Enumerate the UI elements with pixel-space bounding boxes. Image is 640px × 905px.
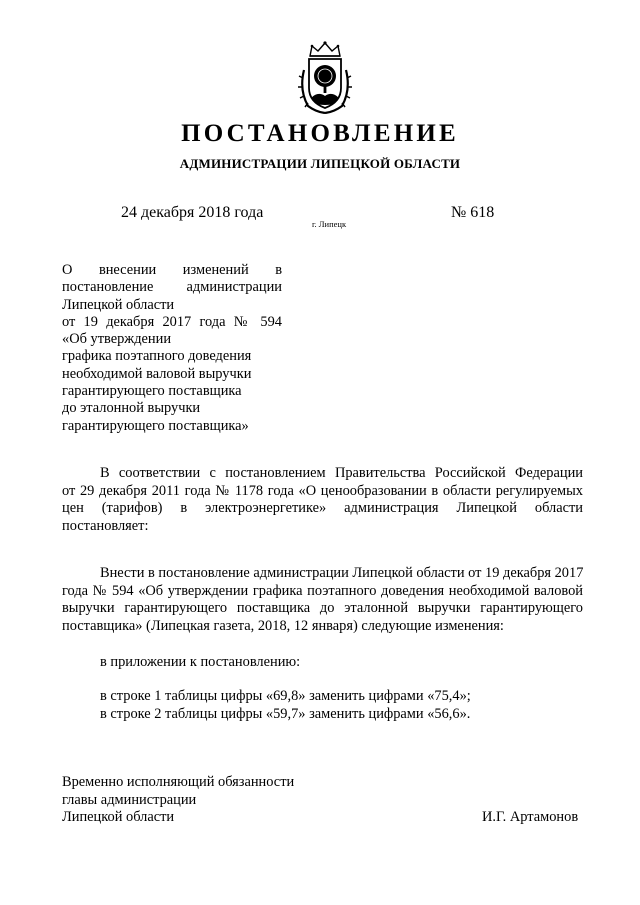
paragraph-resolution <box>62 565 583 635</box>
signatory-line: главы администрации <box>62 791 197 808</box>
document-title: ПОСТАНОВЛЕНИЕ <box>181 120 459 147</box>
signatory-position <box>62 774 294 827</box>
heading-line: необходимой валовой выручки <box>62 365 252 382</box>
paragraph-line: от 29 декабря 2011 года № 1178 года «О ценообразовании в области регулируемых <box>62 482 583 499</box>
paragraph-line: выручки гарантирующего поставщика до эталонной выручки гарантирующего <box>62 600 583 616</box>
paragraph-changes <box>62 688 583 723</box>
document-city: г. Липецк <box>312 219 347 229</box>
signatory-name: И.Г. Артамонов <box>482 809 579 825</box>
signatory-line: Временно исполняющий обязанности <box>62 774 295 790</box>
coat-of-arms-icon <box>298 40 352 114</box>
paragraph-line: цен (тарифов) в электроэнергетике» администрация Липецкой области <box>62 500 583 516</box>
heading-line: постановление администрации <box>62 279 282 296</box>
heading-line: до эталонной выручки <box>62 400 201 417</box>
paragraph-line: постановляет: <box>62 517 149 534</box>
heading-line: гарантирующего поставщика <box>62 383 242 400</box>
change-line: в строке 1 таблицы цифры «69,8» заменить цифрами «75,4»; <box>100 688 471 704</box>
paragraph-appendix <box>62 654 583 672</box>
document-heading <box>62 262 282 435</box>
signatory-line: Липецкой области <box>62 809 175 825</box>
heading-line: гарантирующего поставщика» <box>62 417 249 434</box>
paragraph-line: Внести в постановление администрации Липецкой области от 19 декабря 2017 <box>100 565 584 581</box>
change-line: в строке 2 таблицы цифры «59,7» заменить цифрами «56,6». <box>100 705 471 722</box>
document-subtitle: АДМИНИСТРАЦИИ ЛИПЕЦКОЙ ОБЛАСТИ <box>179 156 461 171</box>
paragraph-line: В соответствии с постановлением Правительства Российской Федерации <box>100 465 583 481</box>
heading-line: О внесении изменений в <box>62 262 282 278</box>
paragraph-line: в приложении к постановлению: <box>100 654 301 670</box>
paragraph-preamble <box>62 465 583 535</box>
document-number: № 618 <box>451 204 495 221</box>
heading-line: Липецкой области <box>62 296 175 313</box>
paragraph-line: года № 594 «Об утверждении графика поэтапного доведения необходимой валовой <box>62 582 583 599</box>
document-date: 24 декабря 2018 года <box>121 204 264 221</box>
paragraph-line: поставщика» (Липецкая газета, 2018, 12 января) следующие изменения: <box>62 617 504 634</box>
heading-line: графика поэтапного доведения <box>62 348 252 365</box>
heading-line: «Об утверждении <box>62 331 172 348</box>
heading-line: от 19 декабря 2017 года № 594 <box>62 313 282 330</box>
